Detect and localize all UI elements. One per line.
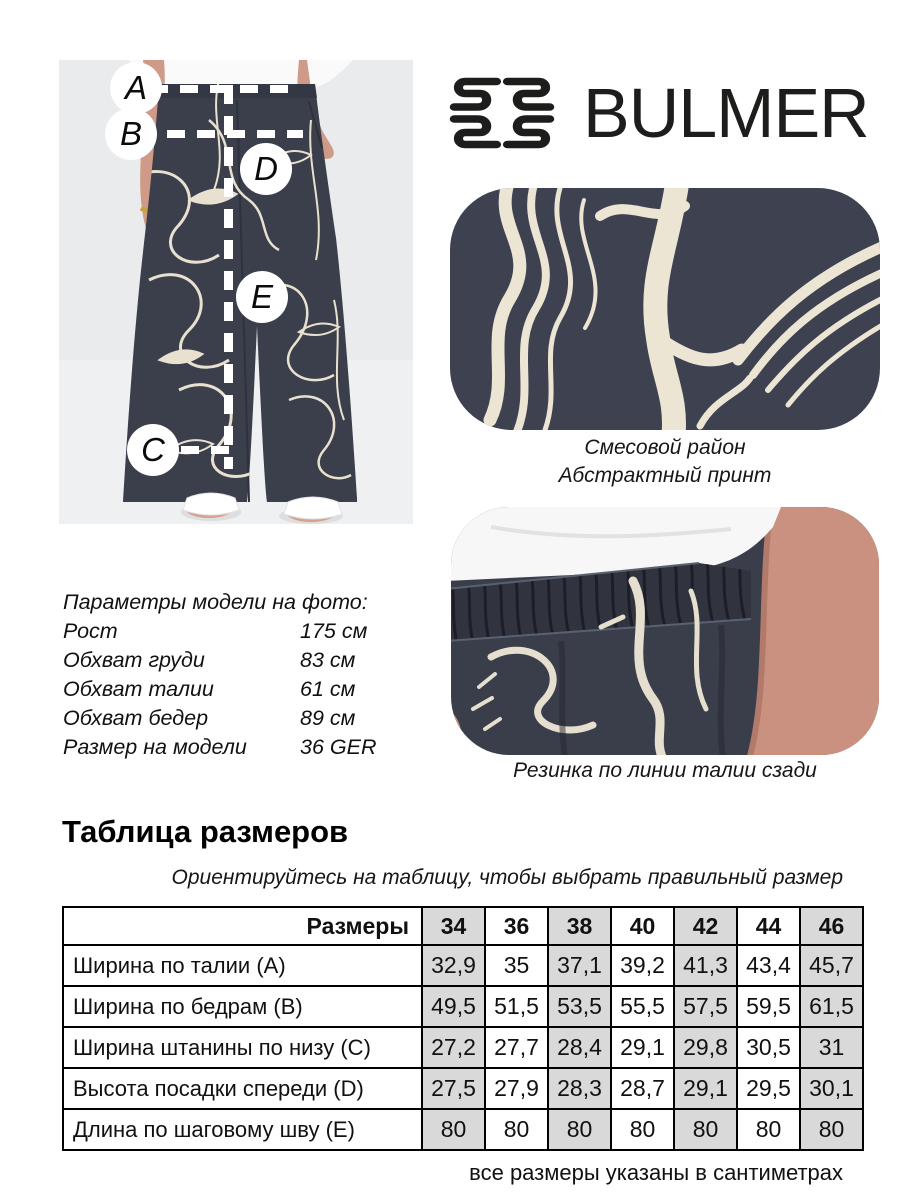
model-parameters <box>63 588 423 762</box>
row-label: Ширина по талии (A) <box>63 945 422 986</box>
size-cell: 28,4 <box>548 1027 611 1068</box>
size-table-subtitle: Ориентируйтесь на таблицу, чтобы выбрать правильный размер <box>171 866 843 889</box>
size-col-header: 42 <box>674 907 737 945</box>
params-title: Параметры модели на фото: <box>63 590 368 614</box>
size-col-header: 34 <box>422 907 485 945</box>
size-cell: 80 <box>548 1109 611 1150</box>
label-d <box>240 143 292 195</box>
measure-line-b <box>167 130 303 138</box>
size-cell: 80 <box>674 1109 737 1150</box>
size-cell: 55,5 <box>611 986 674 1027</box>
param-label: Обхват груди <box>63 648 205 672</box>
size-table-row <box>63 986 863 1027</box>
size-cell: 80 <box>422 1109 485 1150</box>
label-a <box>110 62 162 114</box>
size-cell: 39,2 <box>611 945 674 986</box>
size-table <box>62 906 864 1151</box>
size-cell: 30,5 <box>737 1027 800 1068</box>
size-cell: 57,5 <box>674 986 737 1027</box>
size-cell: 32,9 <box>422 945 485 986</box>
param-label: Размер на модели <box>63 735 247 759</box>
size-cell: 30,1 <box>800 1068 863 1109</box>
size-cell: 80 <box>737 1109 800 1150</box>
label-c <box>127 424 179 476</box>
measure-line-vertical <box>224 85 233 469</box>
label-a-letter: A <box>124 69 147 106</box>
row-label: Ширина штанины по низу (C) <box>63 1027 422 1068</box>
label-d-letter: D <box>254 150 278 187</box>
size-table-row <box>63 1109 863 1150</box>
fabric-detail-photo <box>450 188 880 430</box>
size-cell: 29,1 <box>674 1068 737 1109</box>
size-table-heading: Таблица размеров <box>62 814 349 849</box>
model-photo <box>59 60 413 524</box>
size-cell: 53,5 <box>548 986 611 1027</box>
size-cell: 29,1 <box>611 1027 674 1068</box>
fabric-caption-line1: Смесовой район <box>584 436 746 459</box>
size-cell: 28,7 <box>611 1068 674 1109</box>
param-row <box>63 617 423 646</box>
waistband-caption-line1: Резинка по линии талии сзади <box>513 759 817 782</box>
label-b <box>105 108 157 160</box>
size-cell: 80 <box>800 1109 863 1150</box>
size-cell: 45,7 <box>800 945 863 986</box>
size-table-row <box>63 945 863 986</box>
label-e <box>236 271 288 323</box>
param-value: 36 GER <box>300 735 377 759</box>
param-value: 61 см <box>300 677 356 701</box>
param-value: 83 см <box>300 648 356 672</box>
fabric-caption <box>450 434 880 490</box>
size-cell: 80 <box>485 1109 548 1150</box>
label-b-letter: B <box>119 115 142 152</box>
size-table-row <box>63 1068 863 1109</box>
size-col-header: 40 <box>611 907 674 945</box>
size-cell: 80 <box>611 1109 674 1150</box>
measure-line-a <box>150 85 296 93</box>
size-cell: 51,5 <box>485 986 548 1027</box>
size-cell: 35 <box>485 945 548 986</box>
size-cell: 31 <box>800 1027 863 1068</box>
size-cell: 29,8 <box>674 1027 737 1068</box>
param-row <box>63 675 423 704</box>
size-cell: 29,5 <box>737 1068 800 1109</box>
size-cell: 28,3 <box>548 1068 611 1109</box>
size-table-row <box>63 1027 863 1068</box>
param-label: Рост <box>63 619 118 643</box>
size-cell: 27,2 <box>422 1027 485 1068</box>
sizes-header-label: Размеры <box>63 907 422 945</box>
left-shoe <box>183 493 239 515</box>
row-label: Длина по шаговому шву (E) <box>63 1109 422 1150</box>
row-label: Ширина по бедрам (B) <box>63 986 422 1027</box>
size-cell: 61,5 <box>800 986 863 1027</box>
brand-logo <box>447 74 869 152</box>
size-cell: 27,5 <box>422 1068 485 1109</box>
size-cell: 43,4 <box>737 945 800 986</box>
size-cell: 41,3 <box>674 945 737 986</box>
size-col-header: 46 <box>800 907 863 945</box>
param-row <box>63 646 423 675</box>
size-col-header: 44 <box>737 907 800 945</box>
param-row <box>63 733 423 762</box>
label-c-letter: C <box>141 431 165 468</box>
brand-name: BULMER <box>583 74 869 152</box>
right-shoe <box>284 497 342 519</box>
units-footnote: все размеры указаны в сантиметрах <box>469 1160 843 1185</box>
size-cell: 27,9 <box>485 1068 548 1109</box>
waistband-caption <box>450 757 880 785</box>
waistband-detail-photo <box>451 507 879 755</box>
size-col-header: 36 <box>485 907 548 945</box>
label-e-letter: E <box>250 278 273 315</box>
param-row <box>63 704 423 733</box>
size-col-header: 38 <box>548 907 611 945</box>
size-table-header-row <box>63 907 863 945</box>
size-cell: 37,1 <box>548 945 611 986</box>
param-label: Обхват бедер <box>63 706 209 730</box>
param-label: Обхват талии <box>63 677 214 701</box>
fabric-caption-line2: Абстрактный принт <box>558 464 772 487</box>
param-value: 89 см <box>300 706 356 730</box>
size-cell: 49,5 <box>422 986 485 1027</box>
param-value: 175 см <box>300 619 368 643</box>
row-label: Высота посадки спереди (D) <box>63 1068 422 1109</box>
size-cell: 27,7 <box>485 1027 548 1068</box>
bulmer-monogram-icon <box>447 74 557 152</box>
size-cell: 59,5 <box>737 986 800 1027</box>
